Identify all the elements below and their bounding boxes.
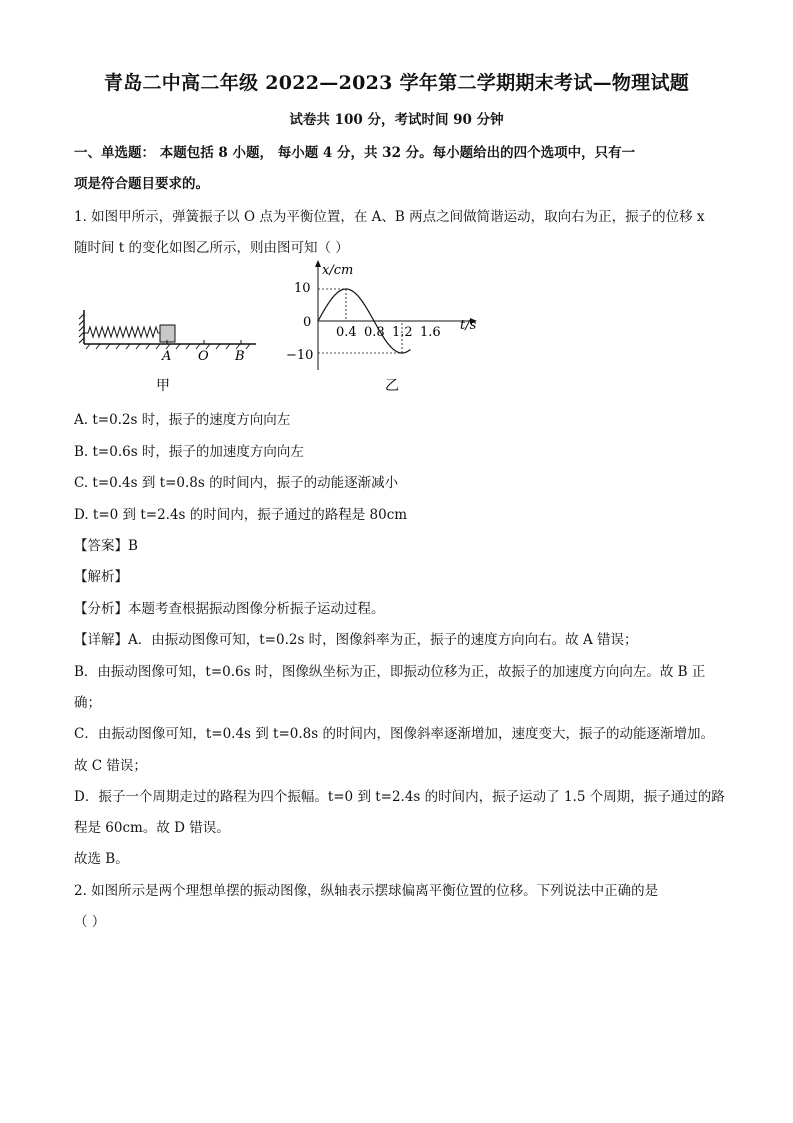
data-point: [331, 298, 332, 299]
data-point: [317, 320, 318, 321]
q1-analysis-head: 【解析】: [74, 569, 128, 585]
label-b: B: [235, 349, 245, 364]
q1-option-c: C. t=0.4s 到 t=0.8s 的时间内，振子的动能逐渐减小: [74, 475, 399, 491]
data-point: [359, 298, 360, 299]
caption-jia: 甲: [156, 378, 170, 394]
q1-option-a: A. t=0.2s 时，振子的速度方向向左: [74, 412, 291, 428]
q1-stem-line1: 1. 如图甲所示，弹簧振子以 O 点为平衡位置，在 A、B 两点之间做简谐运动，取向右为正，振子的位移 x: [74, 209, 705, 225]
section-heading-line1: 一、单选题： 本题包括 8 小题， 每小题 4 分，共 32 分。每小题给出的四个选项中，只有一: [74, 145, 636, 161]
x-tick-label: 1.6: [420, 325, 441, 340]
q1-detail-c-line2: 故 C 错误；: [74, 758, 147, 774]
q1-fenxi: 【分析】本题考查根据振动图像分析振子运动过程。: [74, 601, 385, 617]
data-point: [345, 288, 346, 289]
oscillator-block: [160, 325, 175, 342]
q1-detail-d-line2: 程是 60cm。故 D 错误。: [74, 820, 230, 836]
x-axis-label: t/s: [460, 318, 477, 333]
ytick-neg-label: −10: [286, 348, 314, 363]
section-heading-line2: 项是符合题目要求的。: [74, 176, 209, 192]
q2-stem-line1: 2. 如图所示是两个理想单摆的振动图像，纵轴表示摆球偏离平衡位置的位移。下列说法中正确的是: [74, 883, 659, 899]
label-a: A: [162, 349, 172, 364]
page-subtitle: 试卷共 100 分，考试时间 90 分钟: [289, 112, 504, 128]
y-axis-arrow: [315, 260, 321, 267]
x-tick-label: 0.4: [336, 325, 357, 340]
q1-detail-c-line1: C．由振动图像可知，t=0.4s 到 t=0.8s 的时间内，图像斜率逐渐增加，速度变大，振子的动能逐渐增加。: [74, 726, 714, 742]
x-tick-label: 0.8: [364, 325, 385, 340]
data-point: [387, 343, 388, 344]
q1-stem-line2: 随时间 t 的变化如图乙所示，则由图可知（ ）: [74, 240, 349, 256]
data-point: [401, 352, 402, 353]
q1-detail-b-line2: 确；: [74, 695, 101, 711]
ytick-pos-label: 10: [294, 281, 311, 296]
x-tick-label: 1.2: [392, 325, 413, 340]
q1-option-b: B. t=0.6s 时，振子的加速度方向向左: [74, 444, 304, 460]
figure-yi-chart: [280, 258, 490, 398]
q2-stem-line2: （ ）: [74, 914, 106, 930]
figure-jia: [74, 300, 264, 400]
origin-label: 0: [303, 315, 312, 330]
caption-yi: 乙: [385, 378, 399, 394]
spring: [84, 327, 160, 337]
q1-detail-d-line1: D．振子一个周期走过的路程为四个振幅。t=0 到 t=2.4s 的时间内，振子运动了 1.5 个周期，振子通过的路: [74, 789, 725, 805]
q1-detail-b-line1: B．由振动图像可知，t=0.6s 时，图像纵坐标为正，即振动位移为正，故振子的加速度方向向左。故 B 正: [74, 664, 706, 680]
data-point: [373, 320, 374, 321]
q1-conclusion: 故选 B。: [74, 851, 129, 867]
q1-detail-a: 【详解】A．由振动图像可知，t=0.2s 时，图像斜率为正，振子的速度方向向右。故 A 错误；: [74, 632, 638, 648]
y-axis-label: x/cm: [322, 263, 354, 278]
page-title: 青岛二中高二年级 2022—2023 学年第二学期期末考试—物理试题: [103, 72, 690, 94]
q1-answer: 【答案】B: [74, 538, 138, 554]
label-o: O: [198, 349, 209, 364]
q1-option-d: D. t=0 到 t=2.4s 的时间内，振子通过的路程是 80cm: [74, 507, 408, 523]
